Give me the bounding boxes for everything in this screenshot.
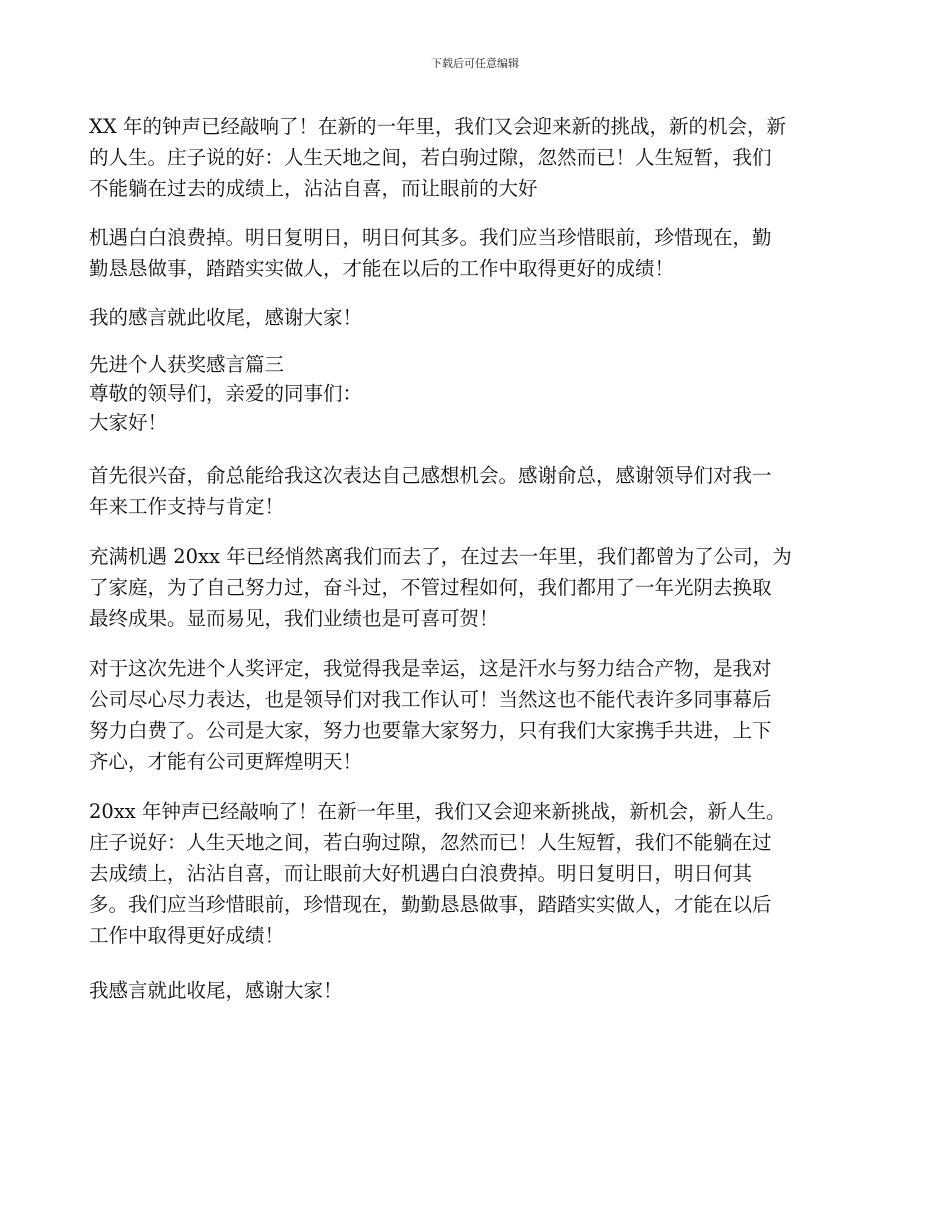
- paragraph-7: [89, 653, 864, 777]
- paragraph-2: [89, 222, 864, 284]
- text-line: 的人生。庄子说的好：人生天地之间，若白驹过隙，忽然而已！人生短暂，我们: [89, 146, 772, 169]
- text-line: 勤恳恳做事，踏踏实实做人，才能在以后的工作中取得更好的成绩！: [89, 257, 675, 280]
- text-line: 最终成果。显而易见，我们业绩也是可喜可贺！: [89, 607, 499, 630]
- text-line: 我感言就此收尾，感谢大家！: [89, 979, 343, 1002]
- text-line: 工作中取得更好成绩！: [89, 924, 285, 947]
- text-line: 了家庭，为了自己努力过，奋斗过，不管过程如何，我们都用了一年光阴去换取: [89, 576, 772, 599]
- text-line: 多。我们应当珍惜眼前，珍惜现在，勤勤恳恳做事，踏踏实实做人，才能在以后: [89, 893, 772, 916]
- paragraph-4: [89, 350, 864, 437]
- salutation: 尊敬的领导们，亲爱的同事们：: [89, 382, 363, 405]
- text-line: 20xx 年钟声已经敲响了！在新一年里，我们又会迎来新挑战，新机会，新人生。: [89, 800, 786, 823]
- paragraph-5: [89, 460, 864, 522]
- paragraph-8: [89, 796, 864, 951]
- text-line: 公司尽心尽力表达，也是领导们对我工作认可！当然这也不能代表许多同事幕后: [89, 688, 772, 711]
- header-note: 下载后可任意编辑: [431, 57, 519, 70]
- paragraph-1: [89, 111, 864, 204]
- paragraph-6: [89, 541, 864, 634]
- text-line: 去成绩上，沾沾自喜，而让眼前大好机遇白白浪费掉。明日复明日，明日何其: [89, 862, 753, 885]
- text-line: 充满机遇 20xx 年已经悄然离我们而去了，在过去一年里，我们都曾为了公司，为: [89, 545, 792, 568]
- text-line: 首先很兴奋，俞总能给我这次表达自己感想机会。感谢俞总，感谢领导们对我一: [89, 464, 772, 487]
- text-line: 我的感言就此收尾，感谢大家！: [89, 306, 363, 329]
- text-line: XX 年的钟声已经敲响了！在新的一年里，我们又会迎来新的挑战，新的机会，新: [89, 115, 786, 138]
- paragraph-9: [89, 975, 864, 1006]
- text-line: 机遇白白浪费掉。明日复明日，明日何其多。我们应当珍惜眼前，珍惜现在，勤: [89, 226, 772, 249]
- text-line: 不能躺在过去的成绩上，沾沾自喜，而让眼前的大好: [89, 177, 538, 200]
- text-line: 努力白费了。公司是大家，努力也要靠大家努力，只有我们大家携手共进，上下: [89, 719, 772, 742]
- paragraph-3: [89, 302, 864, 333]
- text-line: 年来工作支持与肯定！: [89, 495, 285, 518]
- greeting: 大家好！: [89, 411, 168, 434]
- text-line: 齐心，才能有公司更辉煌明天！: [89, 750, 363, 773]
- text-line: 庄子说好：人生天地之间，若白驹过隙，忽然而已！人生短暂，我们不能躺在过: [89, 831, 772, 854]
- section-title: 先进个人获奖感言篇三: [89, 353, 285, 376]
- text-line: 对于这次先进个人奖评定，我觉得我是幸运，这是汗水与努力结合产物，是我对: [89, 657, 772, 680]
